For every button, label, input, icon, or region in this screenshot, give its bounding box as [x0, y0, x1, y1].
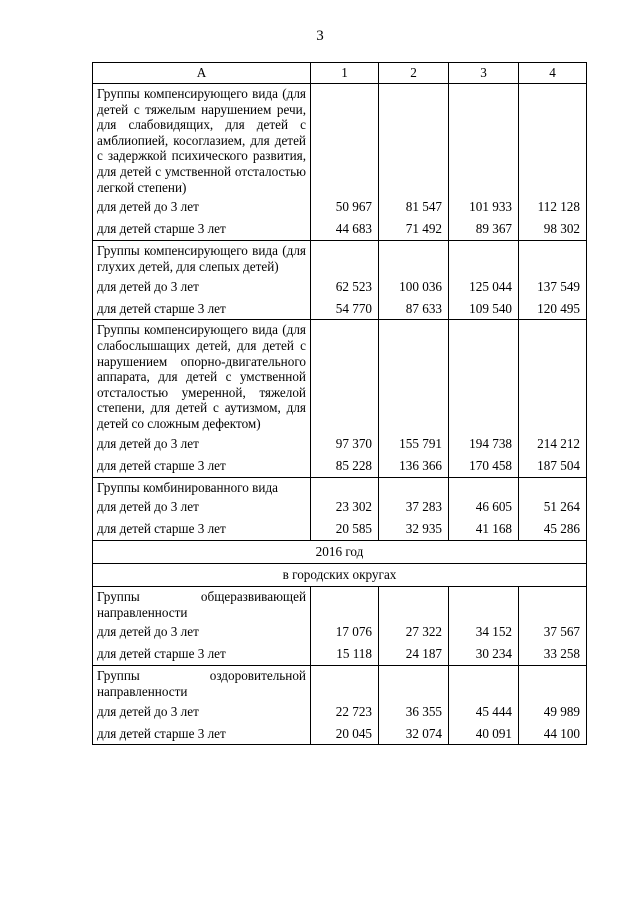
empty-cell [449, 587, 519, 622]
value-cell: 125 044 [449, 275, 519, 297]
value-cell: 89 367 [449, 218, 519, 241]
group-heading-row [93, 477, 587, 496]
value-cell: 33 258 [519, 643, 587, 666]
table-row [93, 275, 587, 297]
empty-cell [311, 84, 379, 197]
empty-cell [519, 241, 587, 276]
value-cell: 87 633 [379, 297, 449, 320]
table-header-row [93, 63, 587, 84]
value-cell: 194 738 [449, 433, 519, 455]
value-cell: 20 585 [311, 518, 379, 541]
value-cell: 27 322 [379, 621, 449, 643]
empty-cell [519, 84, 587, 197]
row-label: для детей до 3 лет [93, 433, 311, 455]
column-header: А [93, 63, 311, 84]
empty-cell [379, 587, 449, 622]
empty-cell [519, 477, 587, 496]
empty-cell [449, 241, 519, 276]
empty-cell [311, 587, 379, 622]
table-row [93, 643, 587, 666]
table-row [93, 297, 587, 320]
value-cell: 62 523 [311, 275, 379, 297]
empty-cell [519, 666, 587, 701]
group-heading-row [93, 241, 587, 276]
row-label: для детей до 3 лет [93, 621, 311, 643]
row-label: для детей старше 3 лет [93, 455, 311, 478]
value-cell: 37 567 [519, 621, 587, 643]
empty-cell [519, 587, 587, 622]
value-cell: 15 118 [311, 643, 379, 666]
group-heading-row [93, 320, 587, 433]
value-cell: 49 989 [519, 700, 587, 722]
table-row [93, 433, 587, 455]
value-cell: 17 076 [311, 621, 379, 643]
table-row [93, 196, 587, 218]
table-row [93, 496, 587, 518]
empty-cell [379, 84, 449, 197]
row-label: для детей до 3 лет [93, 700, 311, 722]
value-cell: 37 283 [379, 496, 449, 518]
value-cell: 101 933 [449, 196, 519, 218]
empty-cell [449, 477, 519, 496]
column-header: 3 [449, 63, 519, 84]
group-title: Группы компенсирующего вида (для слабослышащих детей, для детей с нарушением опорно-двигательного аппарата, для детей с умственной отсталостью умеренной, тяжелой степени, для детей с аутизмом, для детей со сложным дефектом) [93, 320, 311, 433]
row-label: для детей старше 3 лет [93, 518, 311, 541]
table-body [93, 63, 587, 745]
group-title: Группы общеразвивающей направленности [93, 587, 311, 622]
value-cell: 109 540 [449, 297, 519, 320]
column-header: 1 [311, 63, 379, 84]
empty-cell [379, 320, 449, 433]
section-row [93, 541, 587, 564]
value-cell: 54 770 [311, 297, 379, 320]
value-cell: 45 444 [449, 700, 519, 722]
tariff-table [92, 62, 587, 745]
row-label: для детей до 3 лет [93, 196, 311, 218]
row-label: для детей старше 3 лет [93, 722, 311, 745]
empty-cell [311, 241, 379, 276]
value-cell: 44 683 [311, 218, 379, 241]
row-label: для детей до 3 лет [93, 496, 311, 518]
value-cell: 34 152 [449, 621, 519, 643]
table-row [93, 621, 587, 643]
group-title: Группы компенсирующего вида (для глухих детей, для слепых детей) [93, 241, 311, 276]
empty-cell [311, 320, 379, 433]
empty-cell [449, 666, 519, 701]
value-cell: 112 128 [519, 196, 587, 218]
value-cell: 51 264 [519, 496, 587, 518]
page-number: 3 [316, 28, 324, 44]
empty-cell [449, 84, 519, 197]
row-label: для детей старше 3 лет [93, 297, 311, 320]
table-row [93, 455, 587, 478]
table-row [93, 700, 587, 722]
value-cell: 97 370 [311, 433, 379, 455]
table-row [93, 722, 587, 745]
empty-cell [311, 477, 379, 496]
value-cell: 40 091 [449, 722, 519, 745]
empty-cell [379, 477, 449, 496]
column-header: 4 [519, 63, 587, 84]
group-title: Группы комбинированного вида [93, 477, 311, 496]
value-cell: 44 100 [519, 722, 587, 745]
value-cell: 214 212 [519, 433, 587, 455]
value-cell: 155 791 [379, 433, 449, 455]
value-cell: 120 495 [519, 297, 587, 320]
value-cell: 98 302 [519, 218, 587, 241]
value-cell: 20 045 [311, 722, 379, 745]
value-cell: 187 504 [519, 455, 587, 478]
group-heading-row [93, 666, 587, 701]
value-cell: 36 355 [379, 700, 449, 722]
value-cell: 81 547 [379, 196, 449, 218]
group-title: Группы оздоровительной направленности [93, 666, 311, 701]
empty-cell [379, 666, 449, 701]
column-header: 2 [379, 63, 449, 84]
value-cell: 137 549 [519, 275, 587, 297]
value-cell: 46 605 [449, 496, 519, 518]
value-cell: 50 967 [311, 196, 379, 218]
value-cell: 71 492 [379, 218, 449, 241]
group-heading-row [93, 587, 587, 622]
section-row [93, 564, 587, 587]
value-cell: 32 935 [379, 518, 449, 541]
section-title: в городских округах [93, 564, 587, 587]
empty-cell [519, 320, 587, 433]
value-cell: 100 036 [379, 275, 449, 297]
row-label: для детей старше 3 лет [93, 643, 311, 666]
value-cell: 23 302 [311, 496, 379, 518]
value-cell: 41 168 [449, 518, 519, 541]
value-cell: 30 234 [449, 643, 519, 666]
value-cell: 136 366 [379, 455, 449, 478]
empty-cell [311, 666, 379, 701]
value-cell: 170 458 [449, 455, 519, 478]
value-cell: 22 723 [311, 700, 379, 722]
value-cell: 32 074 [379, 722, 449, 745]
group-heading-row [93, 84, 587, 197]
row-label: для детей до 3 лет [93, 275, 311, 297]
row-label: для детей старше 3 лет [93, 218, 311, 241]
value-cell: 24 187 [379, 643, 449, 666]
table-row [93, 218, 587, 241]
empty-cell [379, 241, 449, 276]
value-cell: 45 286 [519, 518, 587, 541]
table-row [93, 518, 587, 541]
empty-cell [449, 320, 519, 433]
section-title: 2016 год [93, 541, 587, 564]
value-cell: 85 228 [311, 455, 379, 478]
group-title: Группы компенсирующего вида (для детей с тяжелым нарушением речи, для слабовидящих, для детей с амблиопией, косоглазием, для детей с задержкой психического развития, для детей с умственной отсталостью легкой степени) [93, 84, 311, 197]
